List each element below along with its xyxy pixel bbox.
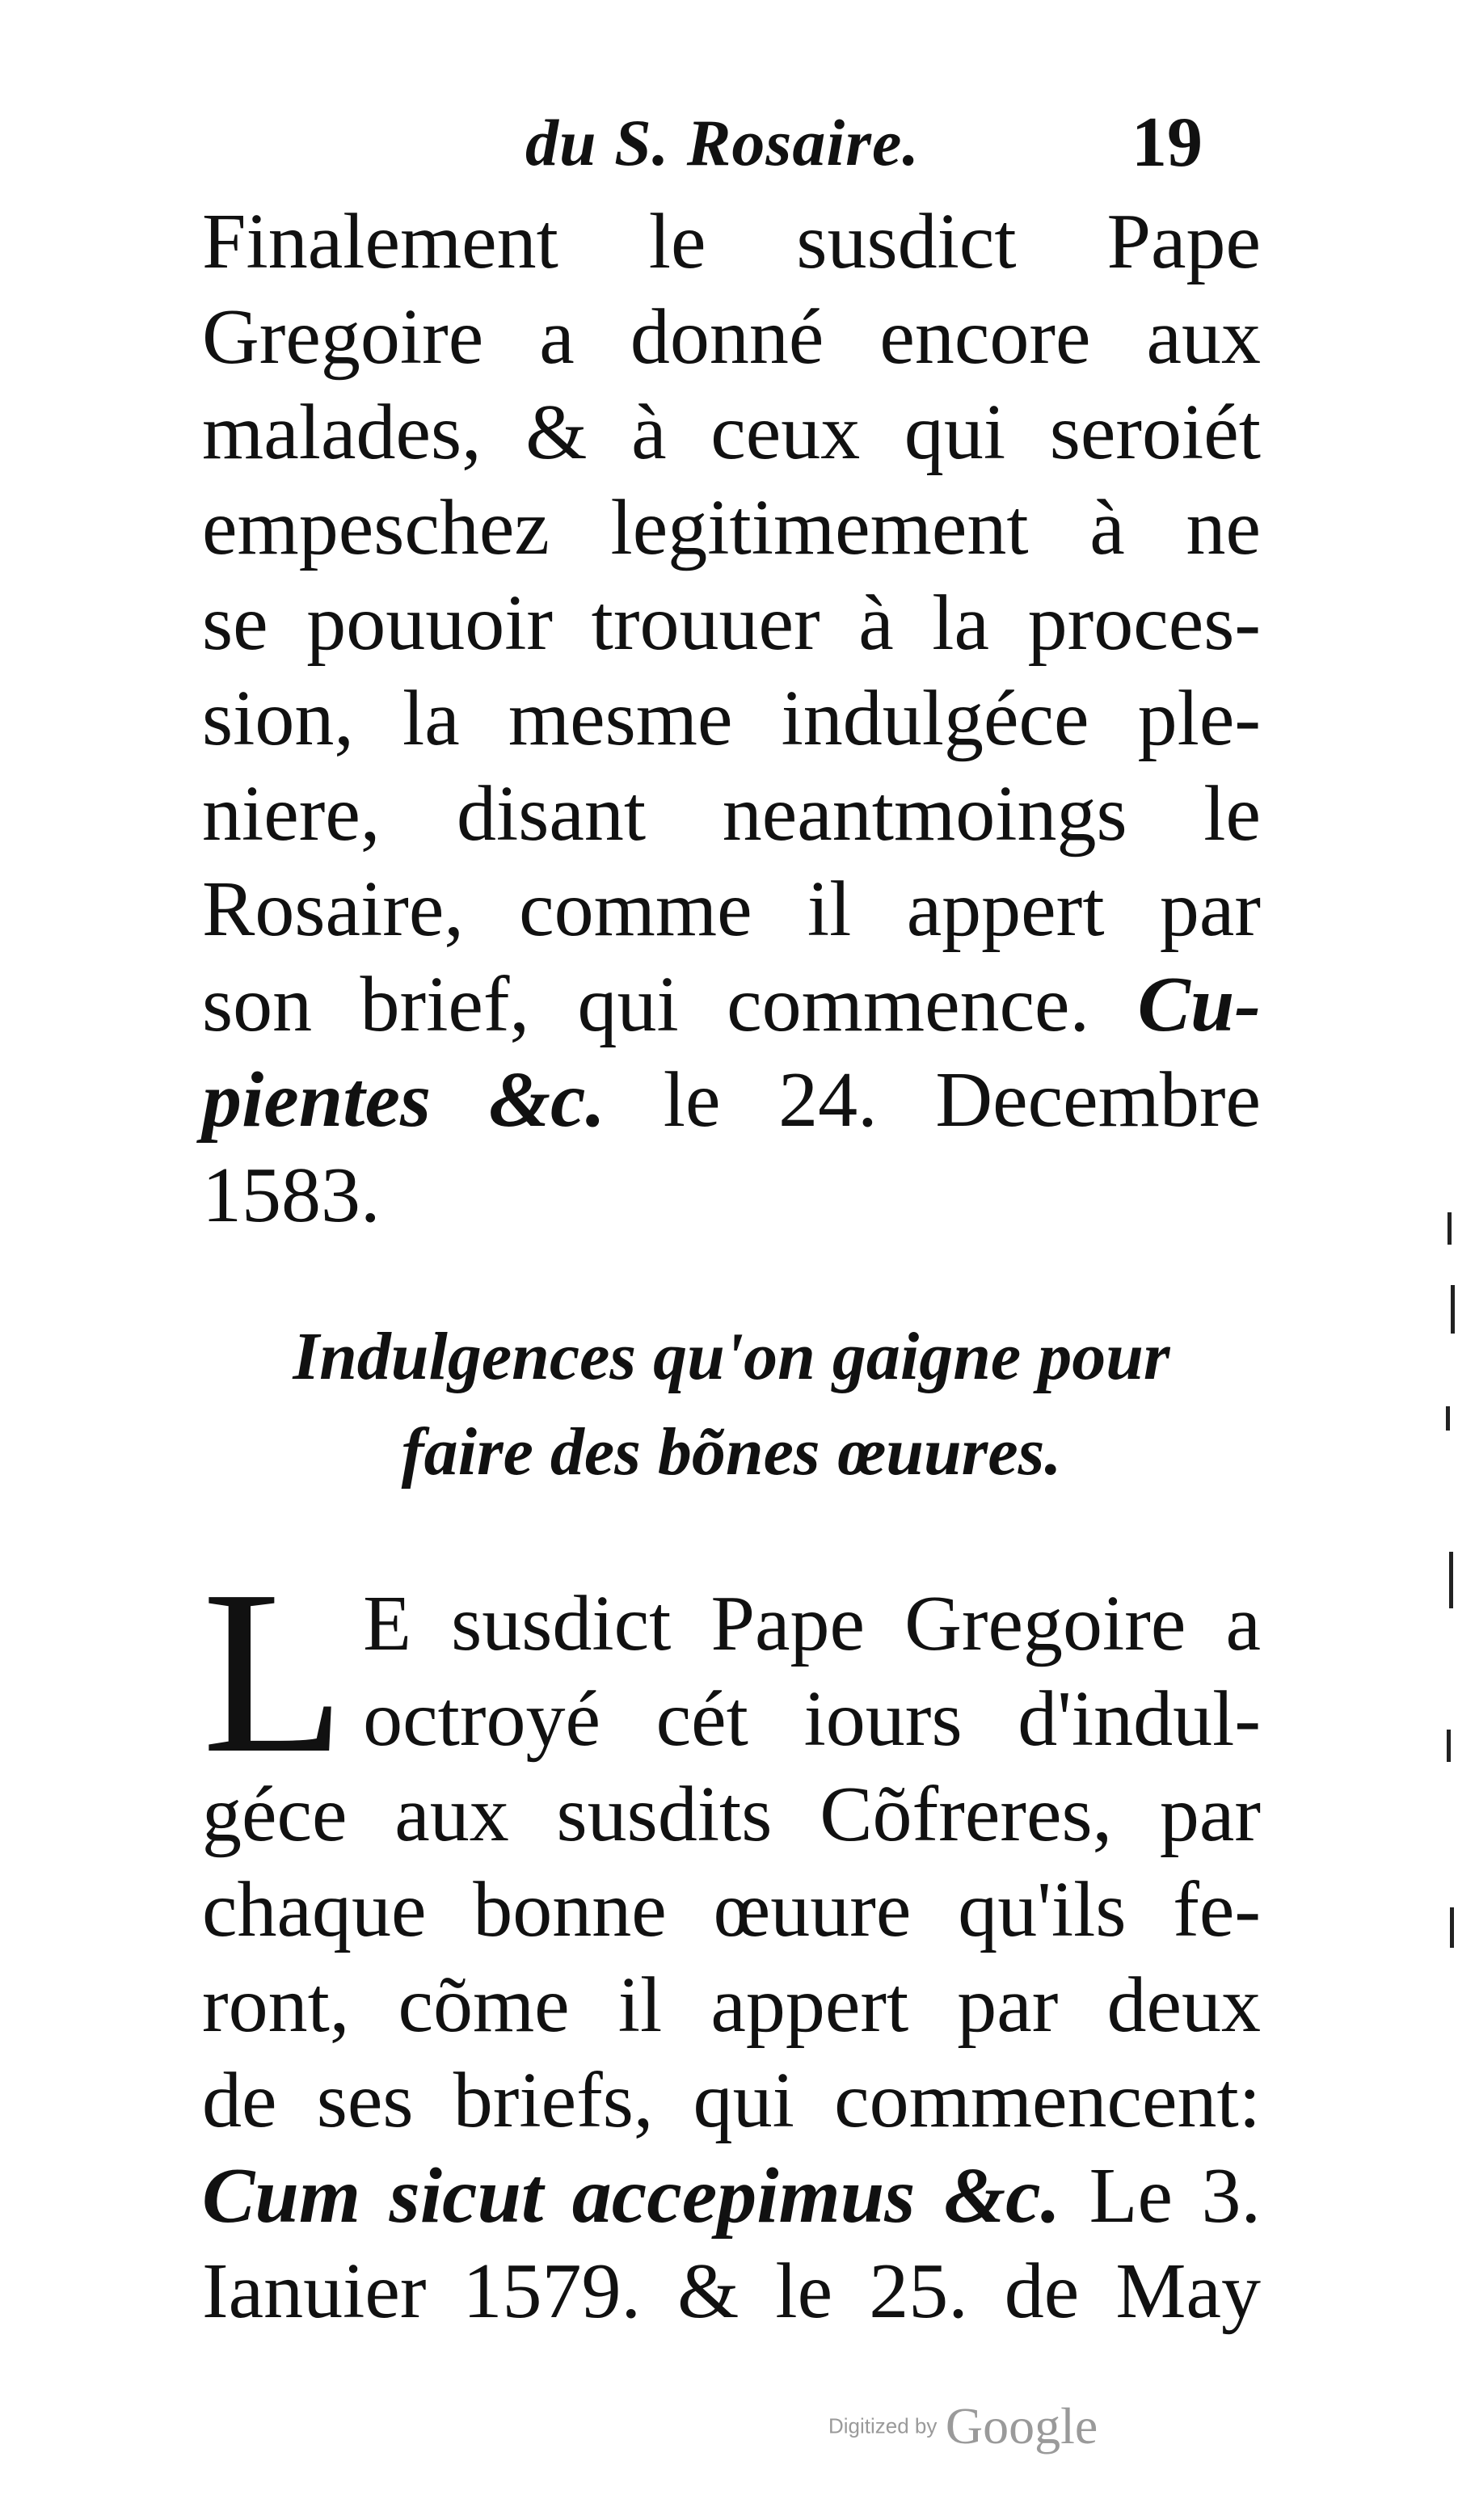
section-heading xyxy=(202,1309,1261,1500)
heading-line: Indulgences qu'on gaigne pour xyxy=(293,1319,1170,1394)
text-line: empeschez legitimement à ne xyxy=(202,484,1261,571)
scan-edge-marks xyxy=(1434,1212,1458,2021)
scan-mark xyxy=(1447,1212,1452,1245)
text-line: octroyé cét iours d'indul- xyxy=(363,1675,1261,1763)
text-line xyxy=(202,1052,1261,1148)
scan-mark xyxy=(1449,1552,1453,1608)
text-line: Rosaire, comme il appert par xyxy=(202,866,1261,953)
text-line: 1583. xyxy=(202,1152,381,1239)
text-segment: Le 3. xyxy=(1089,2152,1262,2240)
heading-line: faire des bõnes œuures. xyxy=(401,1414,1062,1490)
scan-mark xyxy=(1451,1285,1455,1334)
digitized-watermark xyxy=(828,2396,1098,2456)
text-line: de ses briefs, qui commencent: xyxy=(202,2057,1261,2144)
text-segment: le 24. Decembre xyxy=(663,1056,1261,1144)
text-line: se pouuoir trouuer à la proces- xyxy=(202,579,1261,667)
text-line: Gregoire a donné encore aux xyxy=(202,293,1261,381)
text-line: niere, disant neantmoings le xyxy=(202,770,1261,858)
drop-cap: L xyxy=(202,1542,346,1802)
page-number: 19 xyxy=(1131,103,1203,182)
text-line: chaque bonne œuure qu'ils fe- xyxy=(202,1866,1261,1953)
text-line: Finalement le susdict Pape xyxy=(202,198,1261,285)
text-line: sion, la mesme indulgéce ple- xyxy=(202,675,1261,762)
text-line: Ianuier 1579. & le 25. de May xyxy=(202,2248,1261,2335)
paragraph-1 xyxy=(202,194,1261,1243)
italic-segment: Cu- xyxy=(1137,961,1261,1048)
scan-mark xyxy=(1447,1730,1451,1762)
text-line: géce aux susdits Cõfreres, par xyxy=(202,1771,1261,1858)
scan-mark xyxy=(1450,1907,1454,1948)
text-line: malades, & à ceux qui seroiét xyxy=(202,389,1261,476)
text-line xyxy=(202,957,1261,1052)
text-line xyxy=(202,2148,1261,2244)
text-line: E susdict Pape Gregoire a xyxy=(363,1580,1261,1667)
text-segment: son brief, qui commence. xyxy=(202,961,1090,1048)
text-line: ront, cõme il appert par deux xyxy=(202,1962,1261,2049)
digitized-by-text: Digitized by xyxy=(828,2413,938,2438)
paragraph-2 xyxy=(202,1542,1262,2339)
running-head: du S. Rosaire. xyxy=(525,106,920,179)
italic-segment: Cum sicut accepimus &c. xyxy=(202,2152,1061,2240)
scan-mark xyxy=(1446,1406,1450,1431)
google-wordmark: Google xyxy=(945,2397,1098,2455)
italic-segment: pientes &c. xyxy=(202,1056,606,1144)
